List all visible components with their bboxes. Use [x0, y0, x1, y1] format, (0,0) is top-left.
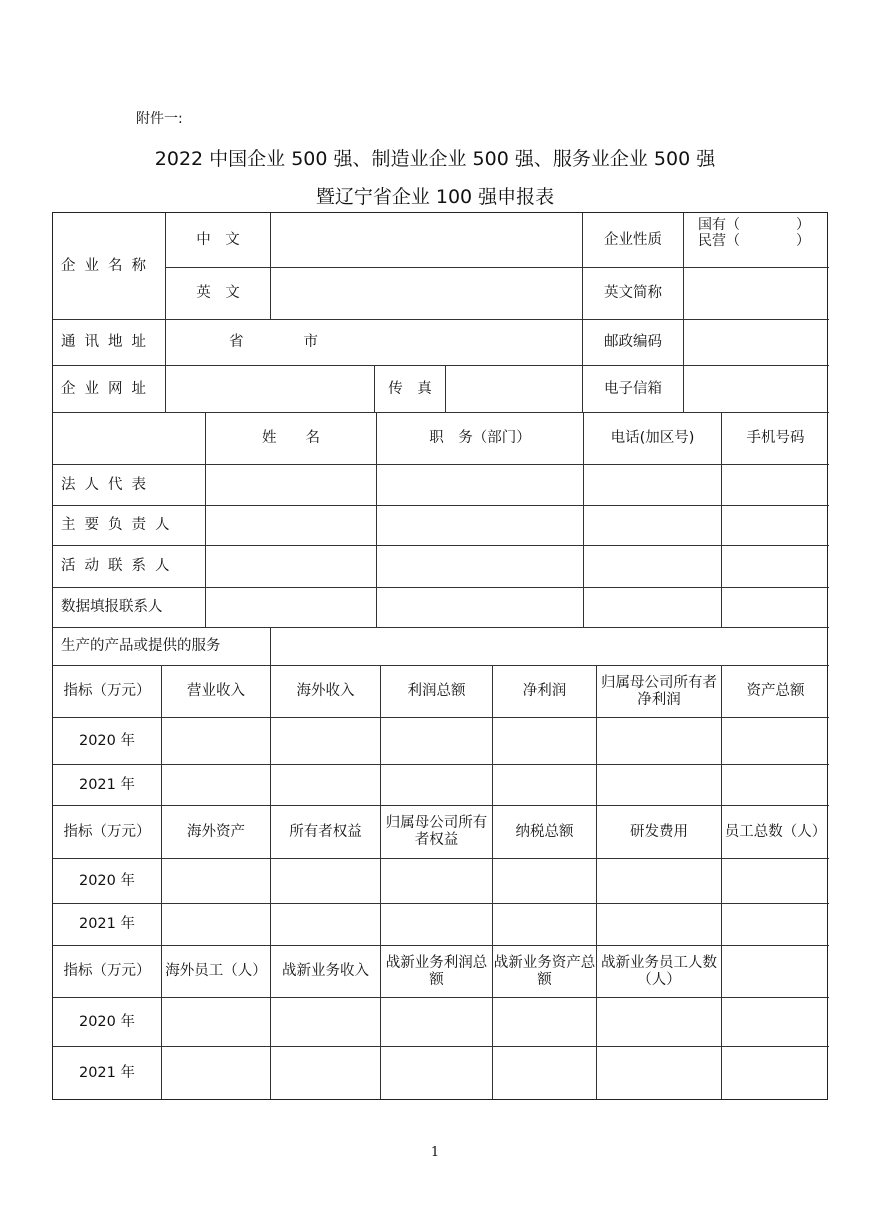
nature-field[interactable] — [684, 213, 829, 268]
legal-rep-phone-field[interactable] — [584, 465, 722, 506]
english-label: 英 文 — [166, 268, 271, 320]
indicator-value-field[interactable] — [381, 998, 493, 1047]
eng-abbr-field[interactable] — [684, 268, 829, 320]
nature-options: 国有（ ） 民营（ ） — [698, 217, 810, 249]
event-contact-phone-field[interactable] — [584, 546, 722, 588]
contact-header-mobile: 手机号码 — [722, 413, 829, 465]
indicator-value-field[interactable] — [493, 765, 597, 806]
indicator-header: 利润总额 — [381, 666, 493, 718]
indicator-value-field[interactable] — [597, 765, 722, 806]
indicator-header: 战新业务资产总额 — [493, 946, 597, 998]
email-field[interactable] — [684, 366, 829, 413]
data-contact-label: 数据填报联系人 — [53, 588, 206, 628]
year-label: 2021 年 — [53, 1047, 162, 1099]
indicator-header: 海外收入 — [271, 666, 381, 718]
indicator-value-field[interactable] — [162, 904, 271, 946]
indicator-value-field[interactable] — [597, 859, 722, 904]
year-label: 2020 年 — [53, 718, 162, 765]
indicator-label: 指标（万元） — [53, 806, 162, 859]
event-contact-label: 活动联系人 — [53, 546, 206, 588]
website-field[interactable] — [166, 366, 375, 413]
products-label: 生产的产品或提供的服务 — [53, 628, 271, 666]
indicator-value-field[interactable] — [493, 859, 597, 904]
indicator-header: 海外资产 — [162, 806, 271, 859]
indicator-label: 指标（万元） — [53, 666, 162, 718]
indicator-value-field[interactable] — [162, 998, 271, 1047]
indicator-value-field[interactable] — [271, 998, 381, 1047]
indicator-header: 资产总额 — [722, 666, 829, 718]
chinese-label: 中 文 — [166, 213, 271, 268]
company-name-label: 企业名称 — [53, 213, 166, 320]
indicator-value-field[interactable] — [162, 765, 271, 806]
indicator-label: 指标（万元） — [53, 946, 162, 998]
contact-header-phone: 电话(加区号) — [584, 413, 722, 465]
legal-rep-position-field[interactable] — [377, 465, 584, 506]
fax-field[interactable] — [446, 366, 583, 413]
year-label: 2020 年 — [53, 859, 162, 904]
legal-rep-label: 法人代表 — [53, 465, 206, 506]
indicator-value-field[interactable] — [162, 859, 271, 904]
indicator-value-field[interactable] — [493, 1047, 597, 1099]
data-contact-phone-field[interactable] — [584, 588, 722, 628]
indicator-header: 所有者权益 — [271, 806, 381, 859]
city-label: 市 — [303, 334, 318, 351]
data-contact-position-field[interactable] — [377, 588, 584, 628]
indicator-value-field[interactable] — [493, 904, 597, 946]
year-label: 2021 年 — [53, 765, 162, 806]
indicator-header: 员工总数（人） — [722, 806, 829, 859]
indicator-value-field[interactable] — [271, 718, 381, 765]
indicator-value-field[interactable] — [722, 998, 829, 1047]
principal-phone-field[interactable] — [584, 506, 722, 546]
principal-position-field[interactable] — [377, 506, 584, 546]
indicator-value-field[interactable] — [162, 718, 271, 765]
indicator-header — [722, 946, 829, 998]
attachment-label: 附件一: — [136, 111, 183, 127]
postal-field[interactable] — [684, 320, 829, 366]
chinese-name-field[interactable] — [271, 213, 583, 268]
email-label: 电子信箱 — [583, 366, 684, 413]
indicator-header: 纳税总额 — [493, 806, 597, 859]
indicator-value-field[interactable] — [381, 1047, 493, 1099]
indicator-value-field[interactable] — [271, 765, 381, 806]
indicator-value-field[interactable] — [162, 1047, 271, 1099]
eng-abbr-label: 英文简称 — [583, 268, 684, 320]
contact-header-name: 姓 名 — [206, 413, 377, 465]
data-contact-name-field[interactable] — [206, 588, 377, 628]
indicator-value-field[interactable] — [722, 718, 829, 765]
indicator-value-field[interactable] — [381, 904, 493, 946]
address-label: 通讯地址 — [53, 320, 166, 366]
indicator-value-field[interactable] — [493, 998, 597, 1047]
indicator-value-field[interactable] — [271, 904, 381, 946]
event-contact-position-field[interactable] — [377, 546, 584, 588]
page-number: 1 — [430, 1145, 440, 1160]
fax-label: 传 真 — [375, 366, 446, 413]
nature-private: 民营（ — [698, 232, 740, 249]
indicator-value-field[interactable] — [381, 718, 493, 765]
indicator-header: 营业收入 — [162, 666, 271, 718]
postal-label: 邮政编码 — [583, 320, 684, 366]
indicator-header: 归属母公司所有者净利润 — [597, 666, 722, 718]
data-contact-mobile-field[interactable] — [722, 588, 829, 628]
indicator-header: 研发费用 — [597, 806, 722, 859]
indicator-value-field[interactable] — [722, 859, 829, 904]
form-title-line2: 暨辽宁省企业 100 强申报表 — [315, 186, 555, 208]
event-contact-name-field[interactable] — [206, 546, 377, 588]
contact-header-blank — [53, 413, 206, 465]
indicator-value-field[interactable] — [271, 859, 381, 904]
indicator-value-field[interactable] — [381, 765, 493, 806]
indicator-header: 归属母公司所有者权益 — [381, 806, 493, 859]
principal-mobile-field[interactable] — [722, 506, 829, 546]
application-form-table — [52, 212, 828, 1100]
products-field[interactable] — [271, 628, 829, 666]
year-label: 2021 年 — [53, 904, 162, 946]
principal-name-field[interactable] — [206, 506, 377, 546]
indicator-header: 战新业务收入 — [271, 946, 381, 998]
indicator-value-field[interactable] — [381, 859, 493, 904]
province-label: 省 — [229, 334, 244, 351]
indicator-value-field[interactable] — [722, 1047, 829, 1099]
indicator-value-field[interactable] — [722, 765, 829, 806]
legal-rep-name-field[interactable] — [206, 465, 377, 506]
form-title-line1: 2022 中国企业 500 强、制造业企业 500 强、服务业企业 500 强 — [154, 148, 716, 170]
address-field[interactable] — [166, 320, 583, 366]
nature-state-owned: 国有（ — [698, 217, 740, 233]
indicator-header: 战新业务利润总额 — [381, 946, 493, 998]
english-name-field[interactable] — [271, 268, 583, 320]
indicator-header: 净利润 — [493, 666, 597, 718]
principal-label: 主要负责人 — [53, 506, 206, 546]
indicator-value-field[interactable] — [722, 904, 829, 946]
contact-header-position: 职 务（部门） — [377, 413, 584, 465]
indicator-value-field[interactable] — [597, 718, 722, 765]
year-label: 2020 年 — [53, 998, 162, 1047]
event-contact-mobile-field[interactable] — [722, 546, 829, 588]
nature-label: 企业性质 — [583, 213, 684, 268]
indicator-value-field[interactable] — [271, 1047, 381, 1099]
website-label: 企业网址 — [53, 366, 166, 413]
legal-rep-mobile-field[interactable] — [722, 465, 829, 506]
indicator-value-field[interactable] — [493, 718, 597, 765]
indicator-value-field[interactable] — [597, 998, 722, 1047]
indicator-value-field[interactable] — [597, 1047, 722, 1099]
indicator-header: 战新业务员工人数（人） — [597, 946, 722, 998]
indicator-value-field[interactable] — [597, 904, 722, 946]
indicator-header: 海外员工（人） — [162, 946, 271, 998]
